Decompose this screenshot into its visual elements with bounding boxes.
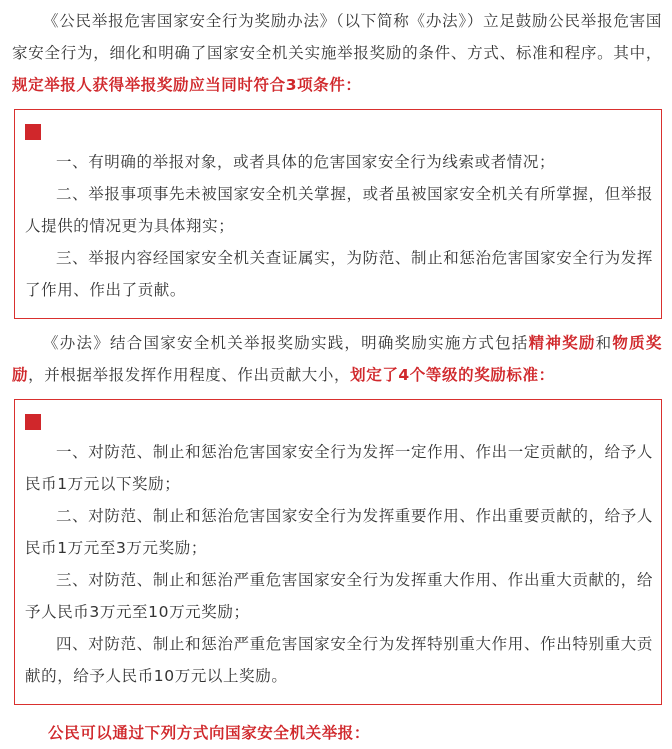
material-reward-highlight: 物质奖励 [12, 334, 662, 384]
levels-box [14, 399, 662, 705]
method-text: ，并根据举报发挥作用程度、作出贡献大小， [28, 366, 351, 384]
method-text: 和 [595, 334, 613, 352]
level-item: 三、对防范、制止和惩治严重危害国家安全行为发挥重大作用、作出重大贡献的，给予人民币3万元至10万元奖励； [25, 571, 653, 621]
red-square-icon [25, 414, 41, 430]
level-item: 四、对防范、制止和惩治严重危害国家安全行为发挥特别重大作用、作出特别重大贡献的，给予人民币10万元以上奖励。 [25, 635, 653, 685]
condition-item: 二、举报事项事先未被国家安全机关掌握，或者虽被国家安全机关有所掌握，但举报人提供的情况更为具体翔实； [25, 185, 653, 235]
closing-heading: 公民可以通过下列方式向国家安全机关举报： [48, 724, 371, 742]
levels-highlight: 划定了4个等级的奖励标准： [350, 366, 555, 384]
level-item: 二、对防范、制止和惩治危害国家安全行为发挥重要作用、作出重要贡献的，给予人民币1万元至3万元奖励； [25, 507, 653, 557]
red-square-icon [25, 124, 41, 140]
method-paragraph [0, 327, 672, 391]
method-text: 《办法》结合国家安全机关举报奖励实践，明确奖励实施方式包括 [43, 334, 529, 352]
conditions-highlight: 规定举报人获得举报奖励应当同时符合3项条件： [12, 76, 362, 94]
spiritual-reward-highlight: 精神奖励 [528, 334, 596, 352]
level-item: 一、对防范、制止和惩治危害国家安全行为发挥一定作用、作出一定贡献的，给予人民币1万元以下奖励； [25, 443, 653, 493]
conditions-box [14, 109, 662, 319]
intro-paragraph [0, 0, 672, 101]
condition-item: 一、有明确的举报对象，或者具体的危害国家安全行为线索或者情况； [56, 153, 556, 171]
intro-text: 《公民举报危害国家安全行为奖励办法》（以下简称《办法》）立足鼓励公民举报危害国家安全行为，细化和明确了国家安全机关实施举报奖励的条件、方式、标准和程序。其中， [12, 12, 662, 62]
condition-item: 三、举报内容经国家安全机关查证属实，为防范、制止和惩治危害国家安全行为发挥了作用、作出了贡献。 [25, 249, 653, 299]
